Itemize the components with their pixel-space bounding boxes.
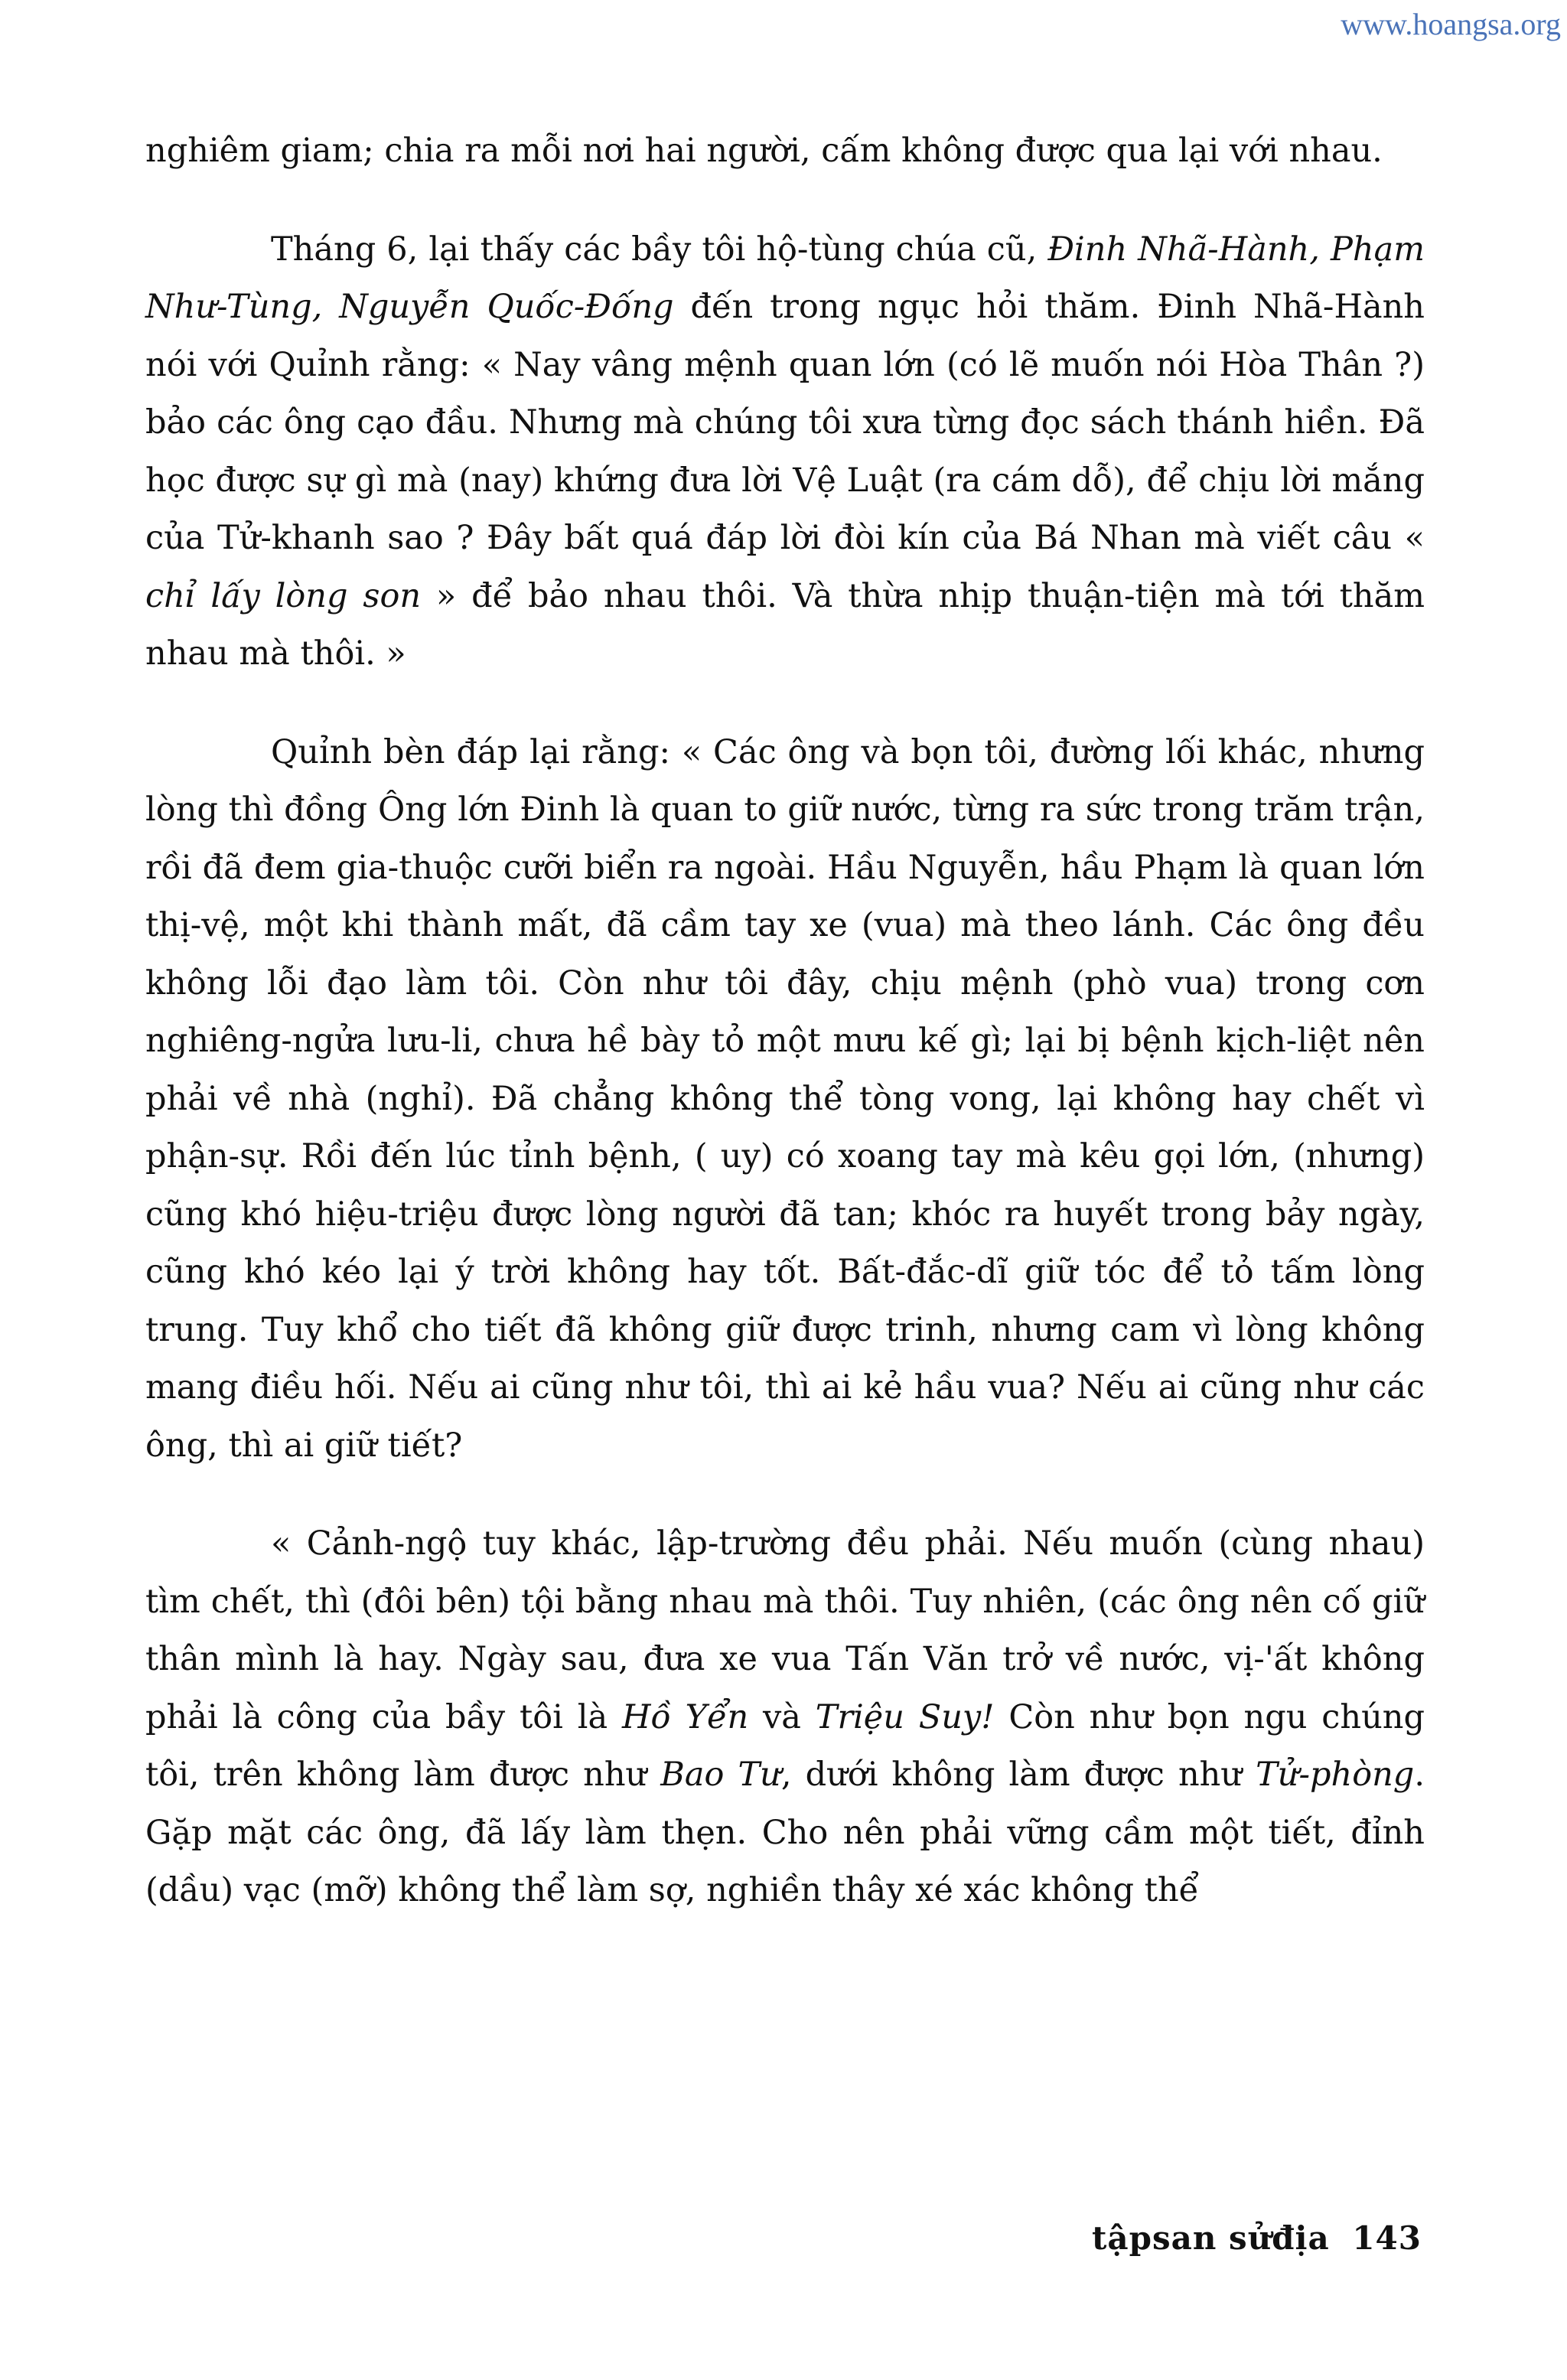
text-run: , dưới không làm được như (780, 1756, 1256, 1794)
watermark-url[interactable]: www.hoangsa.org (1341, 7, 1561, 41)
text-run: » để bảo nhau thôi. Và thừa nhịp thuận-tiện mà tới thăm nhau mà thôi. » (145, 576, 1425, 673)
italic-text: Hồ Yển (621, 1697, 749, 1736)
italic-text: Triệu Suy! (815, 1697, 995, 1736)
text-run: . Gặp mặt các ông, đã lấy làm thẹn. Cho nên phải vững cầm một tiết, đỉnh (dầu) vạc (mỡ) không thể làm sợ, nghiền thây xé xác không thể (145, 1756, 1425, 1909)
italic-text: Bao Tư (660, 1756, 781, 1794)
text-run: Tháng 6, lại thấy các bầy tôi hộ-tùng chúa cũ, (271, 230, 1048, 269)
italic-text: Tử-phòng (1256, 1756, 1415, 1794)
text-run: và (748, 1697, 816, 1736)
text-run: đến trong ngục hỏi thăm. Đinh Nhã-Hành nói với Quỉnh rằng: « Nay vâng mệnh quan lớn (có lẽ muốn nói Hòa Thân ?) bảo các ông cạo đầu. Nhưng mà chúng tôi xưa từng đọc sách thánh hiền. Đã học được sự gì mà (nay) khứng đưa lời Vệ Luật (ra cám dỗ), để chịu lời mắng của Tử-khanh sao ? Đây bất quá đáp lời đòi kín của Bá Nhan mà viết câu « (145, 288, 1425, 557)
text-run: Quỉnh bèn đáp lại rằng: « Các ông và bọn tôi, đường lối khác, nhưng lòng thì đồng Ông lớn Đinh là quan to giữ nước, từng ra sức trong trăm trận, rồi đã đem gia-thuộc cưỡi biển ra ngoài. Hầu Nguyễn, hầu Phạm là quan lớn thị-vệ, một khi thành mất, đã cầm tay xe (vua) mà theo lánh. Các ông đều không lỗi đạo làm tôi. Còn như tôi đây, chịu mệnh (phò vua) trong cơn nghiêng-ngửa lưu-li, chưa hề bày tỏ một mưu kế gì; lại bị bệnh kịch-liệt nên phải về nhà (nghỉ). Đã chẳng không thể tòng vong, lại không hay chết vì phận-sự. Rồi đến lúc tỉnh bệnh, ( uy) có xoang tay mà kêu gọi lớn, (nhưng) cũng khó hiệu-triệu được lòng người đã tan; khóc ra huyết trong bảy ngày, cũng khó kéo lại ý trời không hay tốt. Bất-đắc-dĩ giữ tóc để tỏ tấm lòng trung. Tuy khổ cho tiết đã không giữ được trinh, nhưng cam vì lòng không mang điều hối. Nếu ai cũng như tôi, thì ai kẻ hầu vua? Nếu ai cũng như các ông, thì ai giữ tiết? (145, 732, 1425, 1465)
text-run: nghiêm giam; chia ra mỗi nơi hai người, cấm không được qua lại với nhau. (145, 132, 1383, 170)
page-footer (1092, 2219, 1422, 2257)
paragraph (145, 724, 1425, 1475)
text-run: « Cảnh-ngộ tuy khác, lập-trường đều phải. Nếu muốn (cùng nhau) tìm chết, thì (đôi bên) tội bằng nhau mà thôi. Tuy nhiên, (các ông nên cố giữ thân mình là hay. Ngày sau, đưa xe vua Tấn Văn trở về nước, vị-'ất không phải là công của bầy tôi là (145, 1524, 1425, 1736)
page-body (145, 122, 1425, 1920)
italic-text: chỉ lấy lòng son (145, 576, 422, 615)
paragraph (145, 221, 1425, 683)
page-number: 143 (1352, 2219, 1422, 2257)
text-run: Còn như bọn ngu chúng tôi, trên không làm được như (145, 1697, 1425, 1794)
italic-text: Đinh Nhã-Hành, Phạm Như-Tùng, Nguyễn Quốc-Đống (145, 230, 1425, 326)
journal-name: tậpsan sửđịa (1091, 2219, 1330, 2257)
paragraph (145, 122, 1425, 181)
paragraph (145, 1515, 1425, 1920)
